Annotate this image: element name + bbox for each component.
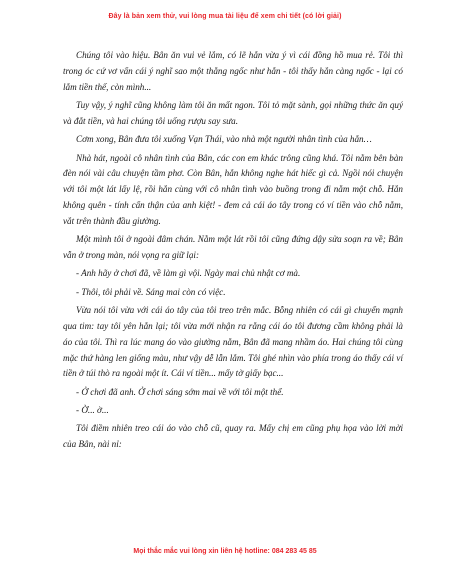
story-text <box>63 48 403 456</box>
dialogue-line: - Thôi, tôi phải về. Sáng mai còn có việc. <box>76 286 226 297</box>
dialogue-line: - Ờ... ờ... <box>76 405 109 416</box>
paragraph: Nhà hát, ngoài cô nhân tình của Bân, các con em khác trông cũng khá. Tôi nằm bên bàn đèn nói vài câu chuyện tầm phơ. Còn Bân, hắn không nghe hát hiếc gì cả. Ngồi nói chuyện với tôi một lát lấy lệ, rồi hắn cùng với cô nhân tình vào buồng trong đi nằm một chỗ. Hắn không quên - tính cẩn thận của anh kiệt! - đem cả cái áo tây trong có ví tiền vào chỗ nằm, vắt trên thành đầu giường. <box>63 152 403 226</box>
dialogue-line: - Anh hãy ở chơi đã, về làm gì vội. Ngày mai chủ nhật cơ mà. <box>76 268 301 279</box>
hotline-notice: Mọi thắc mắc vui lòng xin liên hệ hotline: 084 283 45 85 <box>133 548 317 555</box>
paragraph: Một mình tôi ở ngoài đâm chán. Nằm một lát rồi tôi cũng đứng dậy sửa soạn ra về; Bân vẫn ở trong màn, nói vọng ra giữ lại: <box>63 234 403 260</box>
dialogue-line: - Ở chơi đã anh. Ở chơi sáng sớm mai về với tôi một thể. <box>76 386 284 397</box>
paragraph: Tuy vậy, ý nghĩ cũng không làm tôi ăn mất ngon. Tôi tỏ mặt sành, gọi những thức ăn quý và đắt tiền, và hai chúng tôi uống rượu say sưa. <box>63 99 403 126</box>
paragraph: Tôi điềm nhiên treo cái áo vào chỗ cũ, quay ra. Mấy chị em cũng phụ họa vào lời mời của Bân, nài nỉ: <box>63 423 403 450</box>
paragraph: Cơm xong, Bân đưa tôi xuống Vạn Thái, vào nhà một người nhân tình của hắn… <box>76 134 372 145</box>
preview-notice: Đây là bản xem thử, vui lòng mua tài liệu để xem chi tiết (có lời giải) <box>108 13 342 20</box>
paragraph: Chúng tôi vào hiệu. Bân ăn vui vẻ lắm, có lẽ hắn vừa ý vì cái đồng hồ mua rẻ. Tôi thì trong óc cứ vơ vẩn cái ý nghĩ sao một thằng ngốc như hắn - tôi thấy hắn càng ngốc - lại có lắm tiền thế, còn mình... <box>63 50 403 92</box>
paragraph: Vừa nói tôi vừa với cái áo tây của tôi treo trên mắc. Bỗng nhiên có cái gì chuyển mạnh qua tim: tay tôi yên hẳn lại; tôi vừa mới nhận ra rằng cái áo tôi đương cầm không phải là áo của tôi. Thì ra lúc mang áo vào giường nằm, Bân đã mang nhầm áo. Hai chúng tôi cùng mặc thứ hàng len giống màu, như vậy dễ lẫn lắm. Tôi ghé nhìn vào phía trong áo thấy cái ví tiền ở túi thò ra ngoài một ít. Cái ví tiền... mấy tờ giấy bạc... <box>63 305 403 379</box>
